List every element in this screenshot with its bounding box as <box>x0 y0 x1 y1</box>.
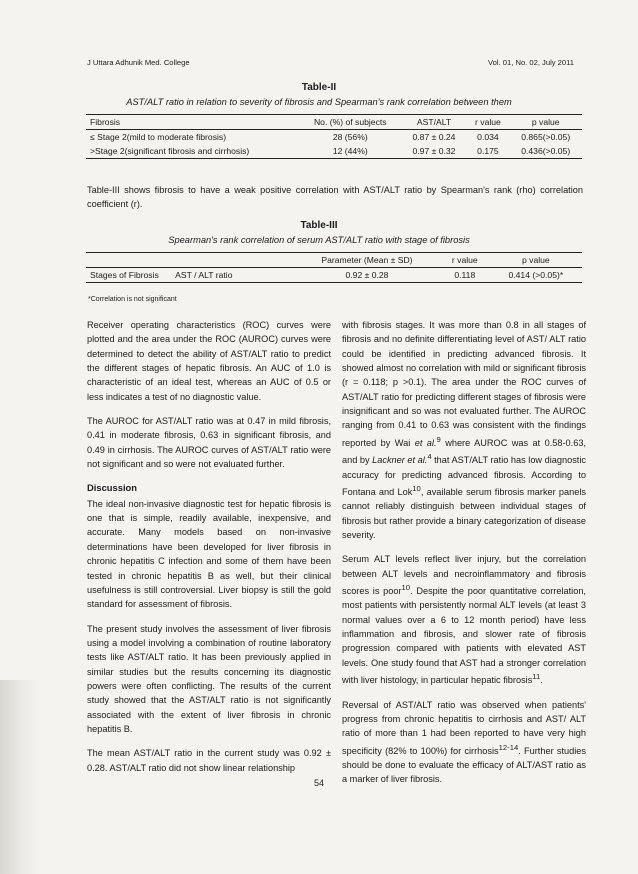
table3-col-r: r value <box>451 255 478 265</box>
text-run: with fibrosis stages. It was more than 0.8 in all stages of fibrosis and no definite differentiating level of AST/ ALT ratio could be identified in predicting advanced fibrosis. It showed almost no correlation with mild or significant fibrosis (r = 0.118; p >0.1). The area under the ROC curves of AST/ALT ratio for predicting different stages of fibrosis were insignificant and so was not evaluated further. The AUROC ranging from 0.41 to 0.63 was consistent with the findings reported by Wai <box>342 320 586 448</box>
table2-col-r: r value <box>475 117 501 127</box>
journal-name: J Uttara Adhunik Med. College <box>87 58 190 67</box>
text-run: . Despite the poor quantitative correlation, most patients with persistently normal ALT levels (at least 3 normal values over a 6 to 12 month period) have less inflammation and fibrosis, and slower rate of fibrosis progression compared with patients with elevated AST levels. One study found that AST had a stronger correlation with liver histology, in particular hepatic fibrosis <box>342 586 586 686</box>
reference-mark: 9 <box>436 434 441 444</box>
table3-cell-mean: 0.92 ± 0.28 <box>345 270 389 280</box>
page-number: 54 <box>313 778 324 788</box>
table2-cell: 0.175 <box>477 146 499 156</box>
table3-col-blank <box>86 253 294 268</box>
table2-cell: 0.865(>0.05) <box>521 132 571 142</box>
table3-cell-p: 0.414 (>0.05)* <box>508 270 564 280</box>
table2-cell: 28 (56%) <box>332 132 368 142</box>
issue-info: Vol. 01, No. 02, July 2011 <box>488 58 574 67</box>
table-row <box>86 130 582 145</box>
paragraph <box>342 318 586 542</box>
paragraph <box>342 698 586 787</box>
reference-mark: 10 <box>412 483 421 493</box>
table2-title: Table-II <box>301 82 337 93</box>
table3-label-ratio: AST / ALT ratio <box>175 270 233 280</box>
left-column <box>87 318 331 785</box>
reference-mark: 4 <box>427 452 432 462</box>
table3-caption: Spearman's rank correlation of serum AST/ALT ratio with stage of fibrosis <box>168 235 470 245</box>
table2 <box>86 114 582 159</box>
table-row <box>86 144 582 159</box>
table2-col-p: p value <box>531 117 560 127</box>
table2-col-astalt: AST/ALT <box>416 117 452 127</box>
table2-cell: 12 (44%) <box>332 146 368 156</box>
table3-intro-text: Table-III shows fibrosis to have a weak positive correlation with AST/ALT ratio by Spearman's rank (rho) correlation coefficient (r). <box>87 185 583 210</box>
table3-title: Table-III <box>300 220 338 231</box>
table3-header-row <box>86 253 582 268</box>
table2-cell: 0.97 ± 0.32 <box>412 146 456 156</box>
table3 <box>86 252 582 283</box>
table-row <box>86 268 582 283</box>
text-run: Serum ALT levels reflect liver injury, but the correlation between ALT levels and necroinflammatory and fibrosis scores is poor <box>342 554 586 597</box>
reference-mark: 10 <box>401 583 411 593</box>
paragraph: The AUROC for AST/ALT ratio was at 0.47 in mild fibrosis, 0.41 in moderate fibrosis, 0.63 in significant fibrosis, and 0.49 in cirrhosis. The AUROC curves of AST/ALT ratio were not significant and so were not evaluated further. <box>87 416 331 470</box>
table3-col-p: p value <box>521 255 550 265</box>
text-run: where AUROC was at 0.58-0.63, and by <box>342 437 586 466</box>
paragraph: The ideal non-invasive diagnostic test for hepatic fibrosis is one that is simple, readily available, inexpensive, and accurate. Many models based on non-invasive determinations have been developed for liver fibrosis in chronic hepatitis C infection and some of them have been tested in chronic hepatitis B as well, but their clinical usefulness is still controversial. Liver biopsy is still the gold standard for assessment of fibrosis. <box>87 498 331 610</box>
table3-row-label <box>86 268 294 283</box>
paragraph: The mean AST/ALT ratio in the current study was 0.92 ± 0.28. AST/ALT ratio did not show linear relationship <box>87 748 331 773</box>
table2-cell: 0.87 ± 0.24 <box>412 132 456 142</box>
paragraph: Receiver operating characteristics (ROC) curves were plotted and the area under the ROC (AUROC) curves were determined to detect the ability of AST/ALT ratio to predict the different stages of hepatic fibrosis. An AUC of 1.0 is characteristic of an ideal test, whereas an AUC of 0.5 or less indicates a test of no diagnostic value. <box>87 320 331 402</box>
table2-col-fibrosis: Fibrosis <box>90 117 121 127</box>
table2-col-subjects: No. (%) of subjects <box>313 117 387 127</box>
table3-footnote: *Correlation is not significant <box>88 296 177 303</box>
table2-cell: ≤ Stage 2(mild to moderate fibrosis) <box>90 132 227 142</box>
text-run: , available serum fibrosis marker panels cannot reliably distinguish between individual stages of fibrosis but rather provide a binary categorization of disease severity. <box>342 486 586 540</box>
table2-cell: >Stage 2(significant fibrosis and cirrhosis) <box>90 146 250 156</box>
reference-mark: 11 <box>532 672 541 682</box>
table3-label-stages: Stages of Fibrosis <box>90 270 159 280</box>
paragraph <box>342 552 586 687</box>
section-heading-discussion: Discussion <box>87 482 138 494</box>
reference-mark: 12-14 <box>498 742 519 752</box>
paragraph: The present study involves the assessment of liver fibrosis using a model involving a combination of routine laboratory tests like AST/ALT ratio. It has been previously applied in similar studies but the results concerning its diagnostic powers were often conflicting. The results of the current study showed that the AST/ALT ratio is not significantly associated with the extent of liver fibrosis in chronic hepatitis B. <box>87 623 331 734</box>
table3-col-parameter: Parameter (Mean ± SD) <box>321 255 413 265</box>
text-run: that AST/ALT ratio has low diagnostic accuracy for predicting advanced fibrosis. According to Fontana and Lok <box>342 455 586 497</box>
table3-cell-r: 0.118 <box>454 270 476 280</box>
table2-caption: AST/ALT ratio in relation to severity of fibrosis and Spearman's rank correlation between them <box>126 97 512 107</box>
citation-author: Lackner et al. <box>372 455 428 466</box>
text-run: Reversal of AST/ALT ratio was observed when patients' progress from chronic hepatitis to cirrhosis and AST/ ALT ratio of more than 1 had been reported to have very high specificity (82% to 100%) for cirrhosis <box>342 699 586 756</box>
right-column <box>342 318 586 797</box>
text-run: . <box>540 675 543 686</box>
scan-edge-shadow <box>0 680 40 874</box>
citation-author: et al. <box>414 437 437 448</box>
table2-cell: 0.436(>0.05) <box>521 146 571 156</box>
table2-header-row <box>86 115 582 130</box>
text-run: . Further studies should be done to evaluate the efficacy of ALT/AST ratio as a marker of liver fibrosis. <box>342 745 586 785</box>
table2-cell: 0.034 <box>477 132 499 142</box>
